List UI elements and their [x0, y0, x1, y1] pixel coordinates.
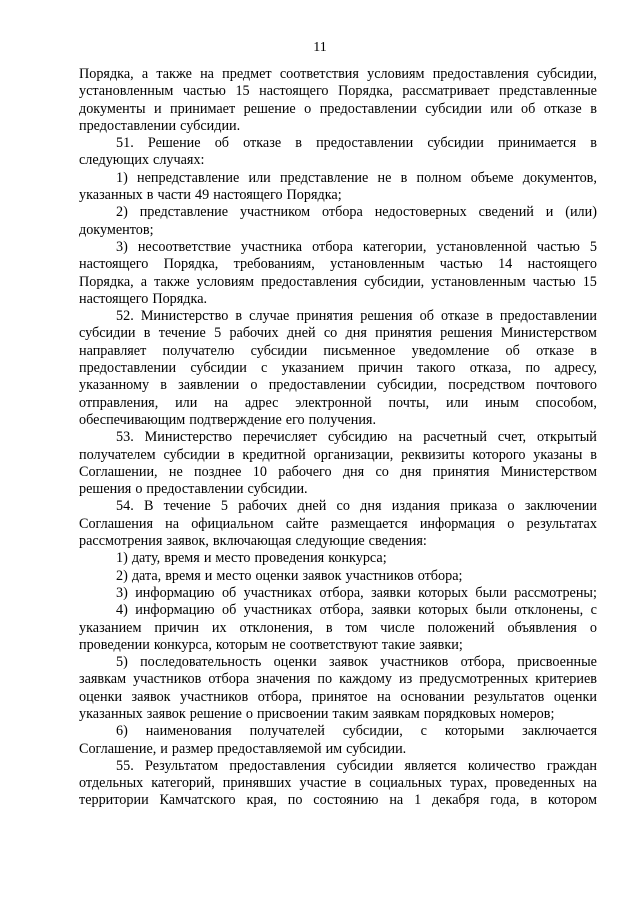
- text-line: 3) информацию об участниках отбора, заявки которых были рассмотрены;: [116, 584, 597, 601]
- text-line: направляет получателю субсидии письменное уведомление об отказе в: [79, 342, 597, 359]
- text-line: 1) дату, время и место проведения конкурса;: [116, 550, 387, 567]
- text-line: указанному в заявлении о предоставлении субсидии, посредством почтового: [79, 377, 597, 394]
- text-line: указанных в части 49 настоящего Порядка;: [79, 187, 342, 204]
- text-line: Порядка, а также условиям предоставления субсидии, установленным частью 15: [79, 273, 597, 290]
- text-line: обеспечивающим подтверждение его получения.: [79, 411, 376, 428]
- text-line: рассмотрения заявок, включающая следующие сведения:: [79, 533, 427, 550]
- text-line: получателем субсидии в кредитной организации, реквизиты которого указаны в: [79, 446, 597, 463]
- text-line: отдельных категорий, принявших участие в социальных турах, проведенных на: [79, 775, 597, 792]
- text-line: предоставлении субсидии.: [79, 117, 241, 134]
- text-line: Соглашения на официальном сайте размещается информация о результатах: [79, 515, 597, 532]
- text-line: заявкам участников отбора значения по каждому из предусмотренных критериев: [79, 671, 597, 688]
- text-line: Порядка, а также на предмет соответствия условиям предоставления субсидии,: [79, 66, 597, 82]
- text-line: Соглашении, не позднее 10 рабочего дня со дня принятия Министерством: [79, 463, 597, 480]
- text-line: настоящего Порядка.: [79, 290, 208, 307]
- text-line: указанием причин их отклонения, в том числе положений объявления о: [79, 619, 597, 636]
- text-line: Соглашение, и размер предоставляемой им субсидии.: [79, 740, 407, 757]
- text-line: проведении конкурса, которым не соответствуют такие заявки;: [79, 636, 463, 653]
- text-line: установленным частью 15 настоящего Порядка, рассматривает представленные: [79, 83, 597, 100]
- text-line: отправления, или на адрес электронной почты, или иным способом,: [79, 394, 597, 411]
- text-line: 54. В течение 5 рабочих дней со дня издания приказа о заключении: [116, 498, 597, 515]
- document-body: [79, 66, 597, 810]
- text-line: 55. Результатом предоставления субсидии является количество граждан: [116, 757, 597, 774]
- text-line: 52. Министерство в случае принятия решения об отказе в предоставлении: [116, 308, 597, 325]
- text-line: 2) представление участником отбора недостоверных сведений и (или): [116, 204, 597, 221]
- text-line: 53. Министерство перечисляет субсидию на расчетный счет, открытый: [116, 429, 597, 446]
- text-line: 1) непредставление или представление не в полном объеме документов,: [116, 169, 597, 186]
- text-line: 6) наименования получателей субсидии, с которыми заключается: [116, 723, 597, 740]
- text-line: настоящего Порядка, требованиям, установленным частью 14 настоящего: [79, 256, 597, 273]
- text-line: следующих случаях:: [79, 152, 205, 169]
- text-line: субсидии в течение 5 рабочих дней со дня принятия решения Министерством: [79, 325, 597, 342]
- text-line: предоставлении субсидии с указанием причин такого отказа, по адресу,: [79, 360, 597, 377]
- text-line: указанных заявок решение о присвоении таким заявкам порядковых номеров;: [79, 705, 555, 722]
- text-line: решения о предоставлении субсидии.: [79, 481, 308, 498]
- page-number: 11: [313, 40, 327, 55]
- text-line: документы и принимает решение о предоставлении субсидии или об отказе в: [79, 100, 597, 117]
- text-line: 4) информацию об участниках отбора, заявки которых были отклонены, с: [116, 602, 597, 619]
- text-line: документов;: [79, 221, 154, 238]
- text-line: 2) дата, время и место оценки заявок участников отбора;: [116, 567, 463, 584]
- text-line: 51. Решение об отказе в предоставлении субсидии принимается в: [116, 135, 597, 152]
- text-line: 3) несоответствие участника отбора категории, установленной частью 5: [116, 238, 597, 255]
- text-line: 5) последовательность оценки заявок участников отбора, присвоенные: [116, 654, 597, 671]
- text-line: оценки заявок участников отбора, принятое на основании результатов оценки: [79, 688, 597, 705]
- text-line: территории Камчатского края, по состоянию на 1 декабря года, в котором: [79, 792, 597, 809]
